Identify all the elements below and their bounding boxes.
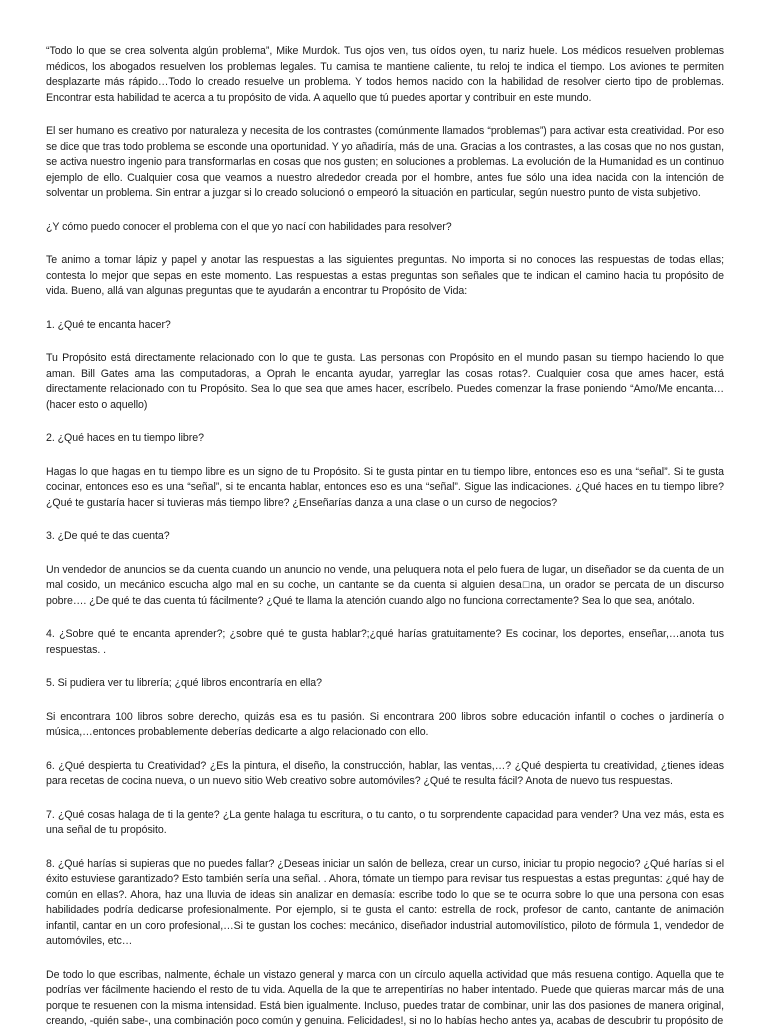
paragraph-creativity: El ser humano es creativo por naturaleza y necesita de los contrastes (comúnmente llamados “problemas”) para activar esta creatividad. Por eso se dice que tras todo problema se esconde una oportunidad. Y yo añadiría, más de una. Gracias a los contrastes, a las cosas que no nos gustan, se activa nuestro ingenio para transformarlas en cosas que nos gusten; en soluciones a problemas. La evolución de la Humanidad es un continuo ejemplo de ello. Cualquier cosa que veamos a nuestro alrededor creada por el hombre, antes fue sólo una idea nacida con la intención de solventar un problema. Sin entrar a juzgar si lo creado solucionó o empeoró la situación en particular, según nuestro punto de vista subjetivo. <box>46 125 724 199</box>
answer-paragraph-5: Si encontrara 100 libros sobre derecho, quizás esa es tu pasión. Si encontrara 200 libros sobre educación infantil o coches o jardinería o música,…entonces probablemente deberías dedicarte a algo relacionado con ello. <box>46 710 724 738</box>
question-paragraph-8: 8. ¿Qué harías si supieras que no puedes fallar? ¿Deseas iniciar un salón de belleza, crear un curso, iniciar tu propio negocio? ¿Qué harías si el éxito estuviese garantizado? Esto también sería una señal. . Ahora, tómate un tiempo para revisar tus respuestas a estas preguntas: ¿qué hay de común en ellas?. Ahora, haz una lluvia de ideas sin analizar en demasía: escribe todo lo que se te ocurra sobre lo que una persona con esas habilidades podría dedicarse profesionalmente. Por ejemplo, si te gusta el canto: estrella de rock, profesor de canto, cantante de animación infantil, cantar en un coro profesional,…Si te gustan los coches: mecánico, diseñador industrial automovilístico, piloto de fórmula 1, vendedor de automóviles, etc… <box>46 857 724 947</box>
answer-paragraph-3: Un vendedor de anuncios se da cuenta cuando un anuncio no vende, una peluquera nota el pelo fuera de lugar, un diseñador se da cuenta de un mal cosido, un mecánico escucha algo mal en su coche, un cantante se da cuenta si alguien desa□na, un orador se percata de un discurso pobre…. ¿De qué te das cuenta tú fácilmente? ¿Qué te llama la atención cuando algo no funciona correctamente? Sea lo que sea, anótalo. <box>46 563 724 607</box>
question-heading-5: 5. Si pudiera ver tu librería; ¿qué libros encontraría en ella? <box>46 677 322 689</box>
question-heading-2: 2. ¿Qué haces en tu tiempo libre? <box>46 432 204 444</box>
question-paragraph-7: 7. ¿Qué cosas halaga de ti la gente? ¿La gente halaga tu escritura, o tu canto, o tu sorprendente capacidad para vender? Una vez más, esta es una señal de tu propósito. <box>46 808 724 836</box>
question-heading-1: 1. ¿Qué te encanta hacer? <box>46 318 171 331</box>
paragraph-question: ¿Y cómo puedo conocer el problema con el que yo nací con habilidades para resolver? <box>46 220 452 233</box>
question-paragraph-6: 6. ¿Qué despierta tu Creatividad? ¿Es la pintura, el diseño, la construcción, hablar, las ventas,…? ¿Qué despierta tu creatividad, ¿tienes ideas para recetas de cocina nueva, o un nuevo sitio Web creativo sobre automóviles? ¿Qué te resulta fácil? Anota de nuevo tus respuestas. <box>46 759 724 787</box>
question-heading-3: 3. ¿De qué te das cuenta? <box>46 530 170 542</box>
paragraph-intro: “Todo lo que se crea solventa algún problema”, Mike Murdok. Tus ojos ven, tus oídos oyen, tu nariz huele. Los médicos resuelven problemas médicos, los abogados resuelven los problemas legales. Tu camisa te mantiene caliente, tu reloj te indica el tiempo. Los aviones te permiten desplazarte más rápido…Todo lo creado resuelve un problema. Y todos hemos nacido con la habilidad de resolver cierto tipo de problemas. Encontrar esta habilidad te acerca a tu propósito de vida. A aquello que tú puedes aportar y contribuir en este mundo. <box>46 45 724 104</box>
paragraph-instructions: Te animo a tomar lápiz y papel y anotar las respuestas a las siguientes preguntas. No importa si no conoces las respuestas de todas ellas; contesta lo mejor que sepas en este momento. Las respuestas a estas preguntas son señales que te indican el camino hacia tu propósito de vida. Bueno, allá van algunas preguntas que te ayudarán a encontrar tu Propósito de Vida: <box>46 254 724 297</box>
question-paragraph-4: 4. ¿Sobre qué te encanta aprender?; ¿sobre qué te gusta hablar?;¿qué harías gratuitamente? Es cocinar, los deportes, enseñar,…anota tus respuestas. . <box>46 628 724 656</box>
answer-paragraph-1: Tu Propósito está directamente relacionado con lo que te gusta. Las personas con Propósito en el mundo pasan su tiempo haciendo lo que aman. Bill Gates ama las computadoras, a Oprah le encanta ayudar, yarreglar las cosas rotas?. Cualquier cosa que ames hacer, está directamente relacionado con tu Propósito. Sea lo que sea que ames hacer, escríbelo. Puedes comenzar la frase poniendo “Amo/Me encanta…(hacer esto o aquello) <box>46 352 724 411</box>
paragraph-conclusion: De todo lo que escribas, nalmente, échale un vistazo general y marca con un círculo aquella actividad que más resuena contigo. Aquella que te podrías ver fácilmente haciendo el resto de tu vida. Aquella de la que te arrepentirías no haber intentado. Puede que quieras marcar más de una porque te resuenen con la misma intensidad. Está bien igualmente. Incluso, puedes tratar de combinar, unir las dos pasiones de manera original, creando, -quién sabe-, una combinación poco común y genuina. Felicidades!, si no lo habías hecho antes ya, acabas de descubrir tu propósito de <box>46 968 724 1027</box>
answer-paragraph-2: Hagas lo que hagas en tu tiempo libre es un signo de tu Propósito. Si te gusta pintar en tu tiempo libre, entonces eso es una “señal”. Si te gusta cocinar, entonces eso es una “señal”, si te encanta hablar, entonces eso es una “señal”. Sigue las indicaciones. ¿Qué haces en tu tiempo libre? ¿Qué te gustaría hacer si tuvieras más tiempo libre? ¿Enseñarías danza a una clase o un curso de negocios? <box>46 465 724 509</box>
